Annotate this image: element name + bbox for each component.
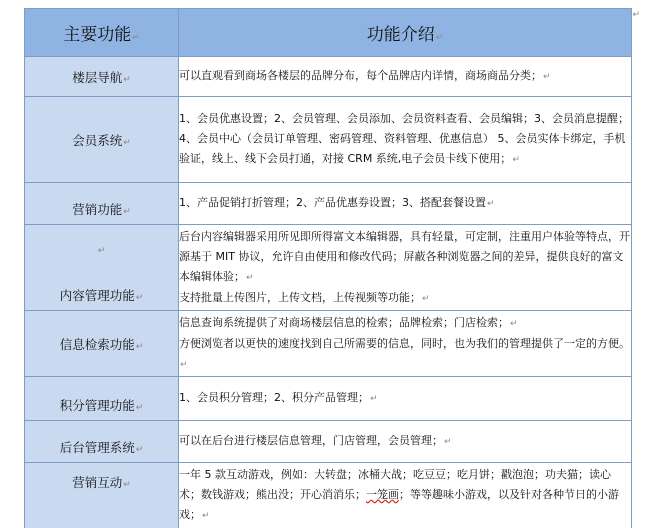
feature-name: 营销互动↵ [25, 463, 179, 528]
table-row [25, 57, 632, 97]
table-row [25, 183, 632, 225]
feature-name: 会员系统↵ [25, 97, 179, 183]
feature-table [24, 8, 632, 528]
feature-name: 信息检索功能↵ [25, 311, 179, 377]
feature-description: 1、会员优惠设置；2、会员管理、会员添加、会员资料查看、会员编辑；3、会员消息提醒；4、会员中心（会员订单管理、密码管理、资料管理、优惠信息） 5、会员实体卡绑定，手机验证，线上、线下会员打通，对接 CRM 系统,电子会员卡线下使用；↵ [179, 97, 632, 183]
feature-name: 楼层导航↵ [25, 57, 179, 97]
header-feature-intro: 功能介绍↵ [179, 9, 632, 57]
feature-name: 营销功能↵ [25, 183, 179, 225]
spellcheck-underlined-text: 一笼画 [366, 488, 399, 501]
feature-description: 可以在后台进行楼层信息管理，门店管理，会员管理；↵ [179, 421, 632, 463]
table-row [25, 225, 632, 311]
table-row [25, 421, 632, 463]
feature-name: ↵ 内容管理功能↵ [25, 225, 179, 311]
paragraph-mark: ↵ [632, 10, 640, 20]
feature-description: 1、产品促销打折管理；2、产品优惠券设置；3、搭配套餐设置↵ [179, 183, 632, 225]
table-row [25, 377, 632, 421]
table-row [25, 311, 632, 377]
table-row [25, 97, 632, 183]
feature-description: 一年 5 款互动游戏，例如：大转盘；冰桶大战；吃豆豆；吃月饼；戳泡泡；功夫猫；读心术；数钱游戏；熊出没；开心消消乐；一笼画；等等趣味小游戏，以及针对各种节日的小游戏；↵ [179, 463, 632, 528]
feature-description: 信息查询系统提供了对商场楼层信息的检索；品牌检索；门店检索；↵ 方便浏览者以更快的速度找到自己所需要的信息，同时，也为我们的管理提供了一定的方便。↵ [179, 311, 632, 377]
table-header-row [25, 9, 632, 57]
feature-name: 后台管理系统↵ [25, 421, 179, 463]
feature-description: 1、会员积分管理；2、积分产品管理；↵ [179, 377, 632, 421]
header-main-feature: 主要功能↵ [25, 9, 179, 57]
feature-description: 可以直观看到商场各楼层的品牌分布，每个品牌店内详情，商场商品分类；↵ [179, 57, 632, 97]
table-row [25, 463, 632, 528]
feature-name: 积分管理功能↵ [25, 377, 179, 421]
feature-description: 后台内容编辑器采用所见即所得富文本编辑器，具有轻量，可定制，注重用户体验等特点，开源基于 MIT 协议，允许自由使用和修改代码；屏蔽各种浏览器之间的差异，提供良好的富文本编辑体验；↵ 支持批量上传图片，上传文档，上传视频等功能；↵ [179, 225, 632, 311]
